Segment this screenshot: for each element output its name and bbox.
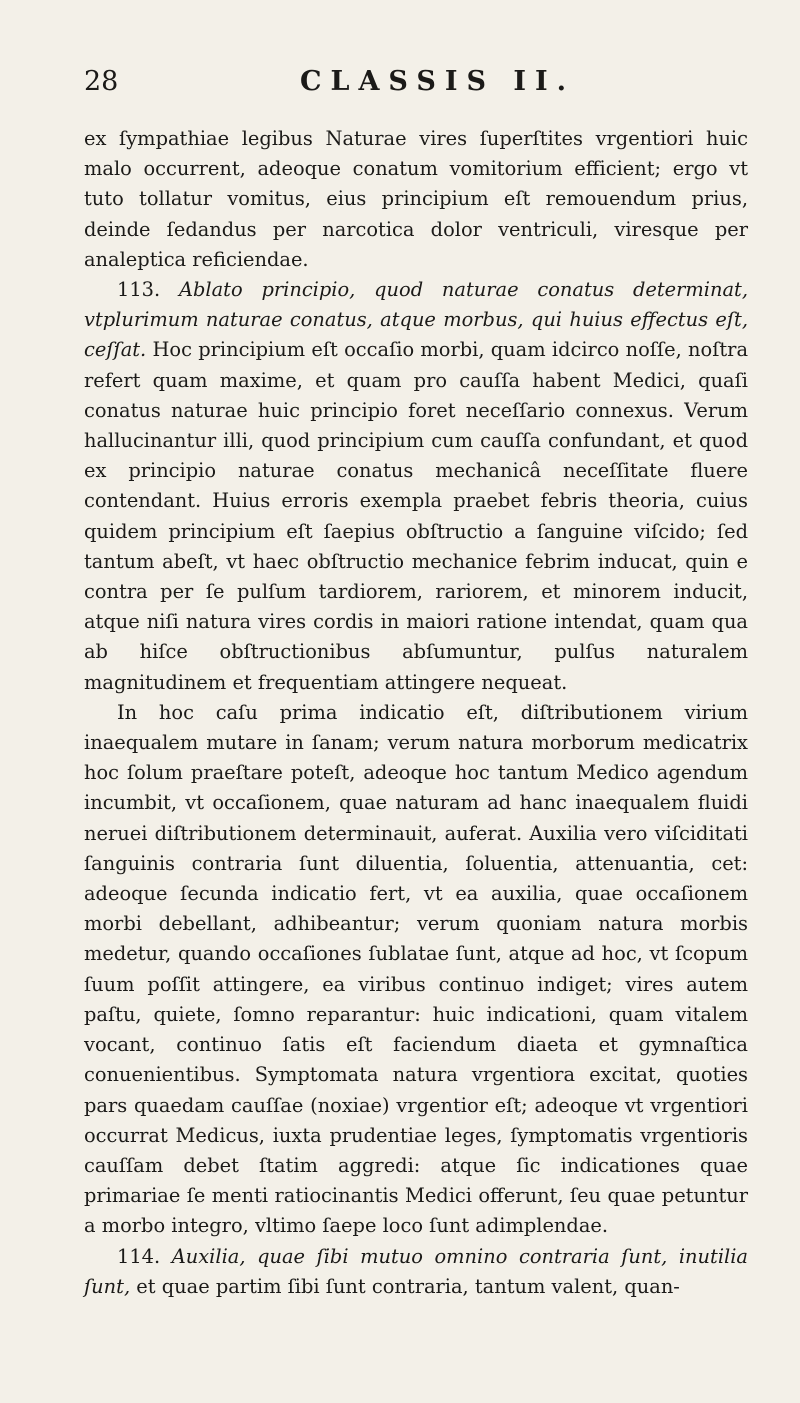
section-113 bbox=[84, 275, 748, 698]
paragraph-text: Hoc principium eſt occaſio morbi, quam idcirco noſſe, noſtra refert quam maxime, et quam pro cauſſa habent Medici, quaſi conatus naturae huic principio foret neceſſario connexus. Verum hallucinantur illi, quod principium cum cauſſa confundant, et quod ex principio naturae conatus mechanicâ neceſſitate fluere contendant. Huius erroris exempla praebet febris theoria, cuius quidem principium eſt ſaepius obſtructio a ſanguine viſcido; ſed tantum abeſt, vt haec obſtructio mechanice febrim inducat, quin e contra per ſe pulſum tardiorem, rariorem, et minorem inducit, atque niſi natura vires cordis in maiori ratione intendat, quam qua ab hiſce obſtructionibus abſumuntur, pulſus naturalem magnitudinem et frequentiam attingere nequeat. bbox=[84, 338, 749, 694]
paragraph-text: et quae partim ſibi ſunt contraria, tantum valent, quan- bbox=[136, 1274, 680, 1298]
paragraph-case bbox=[84, 698, 748, 1242]
body-text bbox=[84, 124, 748, 1302]
page-number: 28 bbox=[84, 66, 119, 97]
paragraph-continuation bbox=[84, 124, 748, 275]
running-head: CLASSIS II. bbox=[300, 66, 576, 97]
page-header bbox=[84, 58, 748, 102]
section-number: 113. bbox=[117, 278, 161, 302]
paragraph-text: In hoc caſu prima indicatio eſt, diſtributionem virium inaequalem mutare in ſanam; verum natura morborum medicatrix hoc ſolum praeſtare poteſt, adeoque hoc tantum Medico agendum incumbit, vt occaſionem, quae naturam ad hanc inaequalem fluidi neruei diſtributionem determinauit, auferat. Auxilia vero viſciditati ſanguinis contraria ſunt diluentia, ſoluentia, attenuantia, cet: adeoque ſecunda indicatio fert, vt ea auxilia, quae occaſionem morbi debellant, adhibeantur; verum quoniam natura morbis medetur, quando occaſiones ſublatae ſunt, atque ad hoc, vt ſcopum ſuum poſſit attingere, ea viribus continuo indiget; vires autem paſtu, quiete, ſomno reparantur: huic indicationi, quam vitalem vocant, continuo ſatis eſt faciendum diaeta et gymnaſtica conuenientibus. Symptomata natura vrgentiora excitat, quoties pars quaedam cauſſae (noxiae) vrgentior eſt; adeoque vt vrgentiori occurrat Medicus, iuxta prudentiae leges, ſymptomatis vrgentioris cauſſam debet ſtatim aggredi: atque ſic indicationes quae primariae ſe menti ratiocinantis Medici offerunt, ſeu quae petuntur a morbo integro, vltimo ſaepe loco ſunt adimplendae. bbox=[84, 700, 748, 1238]
section-heading: Auxilia, quae ſibi mutuo omnino contraria ſunt, inutilia ſunt, bbox=[84, 1244, 748, 1298]
paragraph-text: ex ſympathiae legibus Naturae vires ſuperſtites vrgentiori huic malo occurrent, adeoque conatum vomitorium efficient; ergo vt tuto tollatur vomitus, eius principium eſt remouendum prius, deinde ſedandus per narcotica dolor ventriculi, viresque per analeptica reficiendae. bbox=[84, 127, 748, 271]
section-number: 114. bbox=[117, 1244, 161, 1268]
section-114 bbox=[84, 1242, 748, 1302]
section-heading: Ablato principio, quod naturae conatus determinat, vtplurimum naturae conatus, atque morbus, qui huius effectus eſt, ceſſat. bbox=[84, 278, 748, 362]
